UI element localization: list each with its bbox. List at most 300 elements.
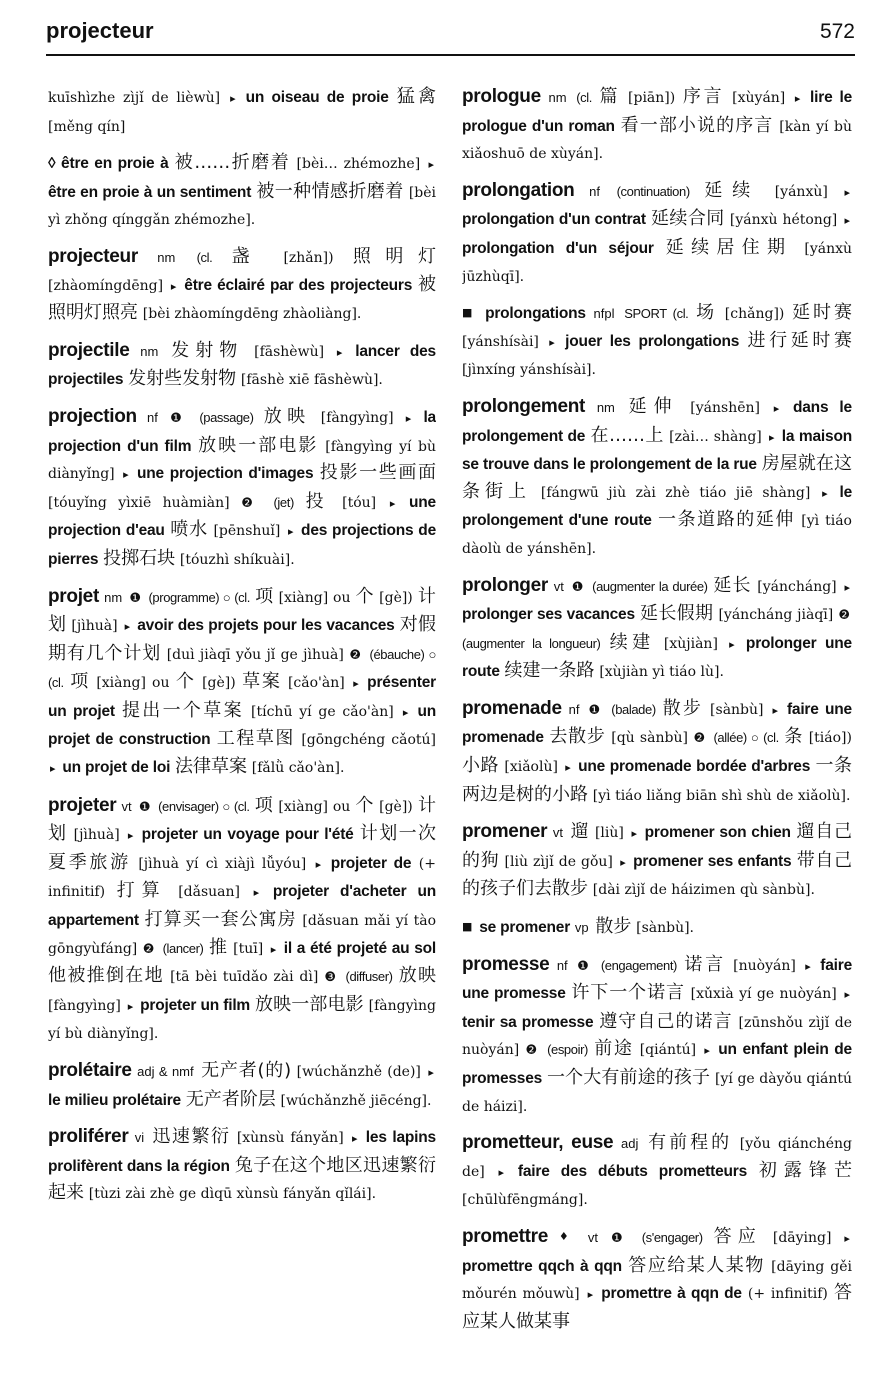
gloss: (passage)	[199, 409, 254, 425]
arrow-icon: ▸	[549, 335, 555, 349]
headword: prolongation	[462, 179, 575, 201]
chinese-translation: 被照明灯照亮	[48, 273, 436, 324]
example-phrase: promener son chien	[644, 824, 791, 842]
chinese-translation: 放映	[398, 965, 436, 987]
arrow-icon: ▸	[253, 886, 260, 900]
chinese-translation: 猛禽	[396, 86, 436, 107]
arrow-icon: ▸	[353, 677, 359, 691]
chinese-translation: 发射些发射物	[128, 368, 237, 390]
arrow-icon: ▸	[805, 959, 811, 973]
pinyin: [wúchǎnzhě jiēcéng].	[280, 1092, 432, 1109]
pinyin: [xǔxià yí ge nuòyán]	[690, 986, 837, 1003]
pinyin: [xiǎolù]	[504, 759, 558, 776]
arrow-icon: ▸	[270, 942, 277, 956]
pinyin: [xùjiàn yì tiáo lù].	[599, 664, 724, 681]
dictionary-entry	[462, 1130, 852, 1214]
example-phrase: promettre qqch à qqn	[462, 1257, 622, 1275]
pinyin: [yì tiáo liǎng biān shì shù de xiǎolù].	[592, 787, 851, 804]
chinese-translation: 计划一次夏季旅游	[48, 823, 436, 873]
dictionary-entry	[462, 300, 852, 384]
example-phrase: prolongation d'un contrat	[462, 211, 646, 229]
chinese-translation: 看一部小说的序言	[620, 114, 774, 136]
chinese-translation: 续建	[609, 631, 655, 653]
sense-number: ❶	[610, 1230, 629, 1246]
pinyin: [fángwū jiù zài zhè tiáo jiē shàng]	[540, 484, 811, 501]
arrow-icon: ▸	[844, 1231, 850, 1245]
pinyin: [nuòyán]	[733, 957, 796, 974]
example-phrase: se promener	[479, 919, 571, 937]
chinese-translation: 个	[355, 585, 374, 607]
chinese-translation: 进行延时赛	[747, 329, 852, 351]
chinese-translation: 喷水	[170, 519, 208, 541]
chinese-translation: 延续居住期	[665, 236, 793, 258]
gloss: (envisager) ○ (cl.	[158, 798, 250, 814]
headword: projection	[48, 405, 137, 427]
pinyin: [tuī]	[233, 940, 264, 957]
arrow-icon: ▸	[844, 214, 850, 228]
part-of-speech: adj	[621, 1136, 639, 1152]
header-rule	[46, 54, 855, 56]
chinese-translation: 延长	[713, 574, 752, 596]
example-phrase: tenir sa promesse	[462, 1013, 594, 1031]
part-of-speech: nm	[157, 249, 176, 265]
pinyin: [tóuyǐng yìxiē huàmiàn]	[48, 494, 230, 511]
pinyin: [fāshèwù]	[254, 343, 325, 360]
pinyin: [yáncháng jiàqī]	[718, 607, 834, 624]
pinyin: [sànbù]	[710, 701, 764, 718]
chinese-translation: 放映	[263, 405, 311, 427]
dictionary-entry	[48, 1124, 436, 1208]
sub-entry-marker: ■	[462, 920, 473, 934]
chinese-translation: 提出一个草案	[121, 699, 244, 721]
example-phrase: projeter un film	[140, 996, 251, 1014]
pinyin: [zài… shàng]	[669, 428, 762, 445]
dictionary-entry	[48, 1058, 436, 1114]
part-of-speech: nm	[140, 343, 159, 359]
arrow-icon: ▸	[336, 345, 343, 359]
example-phrase: dans le prolongement de	[462, 398, 852, 445]
pinyin: [fǎlǜ cǎo'àn].	[251, 760, 345, 777]
arrow-icon: ▸	[405, 411, 412, 425]
sense-number: ❸	[324, 970, 338, 986]
pinyin: [yánshēn]	[690, 399, 760, 416]
example-phrase: les lapins prolifèrent dans la région	[48, 1129, 436, 1175]
sense-number: ❶	[170, 410, 188, 426]
pinyin: [liù]	[594, 825, 624, 842]
pinyin: (+ infinitif)	[747, 1286, 828, 1303]
pinyin: [dǎsuan]	[178, 884, 240, 901]
chinese-translation: 打算买一套公寓房	[144, 909, 297, 931]
dictionary-entry	[462, 394, 852, 563]
pinyin: [fàngyìng yí bù diànyǐng]	[48, 438, 436, 483]
pinyin: [jìhuà]	[71, 618, 118, 635]
gloss: (engagement)	[600, 957, 677, 973]
arrow-icon: ▸	[127, 829, 134, 843]
part-of-speech: vt	[552, 825, 563, 841]
sense-number: ❷	[693, 731, 706, 747]
chinese-translation: 投掷石块	[103, 547, 176, 569]
pinyin: [pēnshuǐ]	[213, 523, 281, 540]
pinyin: [zūnshǒu zìjǐ de nuòyán]	[462, 1014, 852, 1059]
pinyin: [zhàomíngdēng]	[48, 277, 164, 294]
dictionary-entry	[462, 573, 852, 686]
pinyin: [gè])	[379, 589, 413, 606]
chinese-translation: 一个大有前途的孩子	[546, 1067, 711, 1088]
gloss: (balade)	[611, 701, 656, 717]
pinyin: [xiàng] ou	[96, 675, 170, 692]
arrow-icon: ▸	[127, 999, 134, 1013]
example-phrase: être en proie à un sentiment	[48, 183, 252, 201]
sense-number: ❶	[571, 579, 585, 595]
example-phrase: présenter un projet	[48, 674, 436, 720]
part-of-speech: nfpl	[593, 306, 615, 322]
arrow-icon: ▸	[620, 855, 626, 869]
chinese-translation: 一条道路的延伸	[658, 509, 795, 531]
example-phrase: promener ses enfants	[633, 852, 792, 870]
arrow-icon: ▸	[124, 620, 131, 634]
dictionary-entry	[48, 150, 436, 234]
arrow-icon: ▸	[631, 827, 637, 841]
example-phrase: promettre à qqn de	[601, 1285, 742, 1303]
gloss: (augmenter la longueur)	[462, 635, 601, 651]
arrow-icon: ▸	[844, 580, 850, 594]
example-phrase: prolongations	[485, 305, 586, 323]
part-of-speech: vt	[121, 798, 132, 814]
chinese-translation: 无产者阶层	[185, 1088, 276, 1110]
chinese-translation: 个	[355, 794, 374, 816]
pinyin: [tóuzhì shíkuài].	[179, 551, 295, 568]
part-of-speech: nm	[548, 90, 567, 105]
arrow-icon: ▸	[50, 762, 56, 776]
example-phrase: prolonger ses vacances	[462, 606, 635, 624]
example-phrase: le milieu prolétaire	[48, 1091, 181, 1109]
chinese-translation: 照明灯	[352, 245, 436, 267]
headword: prolongement	[462, 395, 586, 417]
gloss: (augmenter la durée)	[592, 578, 708, 594]
headword: prometteur, euse	[462, 1132, 614, 1154]
pinyin: [xùjiàn]	[663, 635, 718, 652]
example-phrase: faire une promenade	[462, 700, 852, 747]
pinyin: [xiàng] ou	[278, 589, 351, 606]
pinyin: [yánxù jūzhùqī].	[462, 240, 852, 285]
sense-number: ❷	[349, 647, 362, 663]
pinyin: (+ infinitif)	[48, 855, 436, 901]
pinyin: [fāshè xiē fāshèwù].	[240, 372, 383, 389]
headword: prolétaire	[48, 1060, 132, 1081]
arrow-icon: ▸	[769, 430, 775, 444]
pinyin: [bèi… zhémozhe]	[296, 156, 421, 173]
chinese-translation: 被一种情感折磨着	[256, 180, 404, 202]
left-column	[48, 84, 436, 1367]
example-phrase: projeter de	[330, 854, 412, 872]
gloss: SPORT (cl.	[624, 306, 689, 322]
chinese-translation: 打算	[116, 880, 167, 902]
pinyin: [yí ge dàyǒu qiántú de háizi].	[462, 1071, 852, 1115]
chinese-translation: 个	[175, 671, 196, 693]
pinyin: [sànbù].	[636, 920, 695, 937]
chinese-translation: 推	[208, 936, 228, 958]
arrow-icon: ▸	[704, 1044, 710, 1058]
arrow-icon: ▸	[772, 703, 778, 717]
right-column	[462, 84, 852, 1367]
chinese-translation: 场	[696, 302, 718, 324]
chinese-translation: 遛	[570, 821, 590, 843]
chinese-translation: 散步	[595, 916, 632, 938]
chinese-translation: 项	[70, 671, 90, 693]
part-of-speech: nf	[556, 957, 568, 973]
chinese-translation: 延长假期	[640, 603, 714, 625]
gloss: (espoir)	[547, 1042, 588, 1058]
example-phrase: avoir des projets pour les vacances	[137, 617, 395, 635]
chinese-translation: 前途	[594, 1038, 634, 1060]
chinese-translation: 诺言	[684, 953, 726, 975]
arrow-icon: ▸	[773, 401, 780, 415]
dictionary-entry	[462, 914, 852, 942]
arrow-icon: ▸	[230, 92, 236, 105]
arrow-icon: ▸	[389, 496, 396, 510]
pinyin: [xiàng] ou	[278, 798, 351, 815]
example-phrase: projeter un voyage pour l'été	[141, 826, 354, 844]
example-phrase: prolonger une route	[462, 634, 852, 681]
pinyin: [qiántú]	[639, 1042, 697, 1059]
gloss: (cl.	[196, 249, 213, 265]
pinyin: [tóu]	[342, 494, 377, 511]
sense-number: ❷	[525, 1043, 539, 1059]
arrow-icon: ▸	[822, 486, 828, 500]
example-phrase: projeter d'acheter un appartement	[48, 883, 436, 930]
pinyin: [xùyán]	[732, 90, 786, 106]
sub-entry-marker: ♦	[558, 1229, 575, 1243]
example-phrase: lancer des projectiles	[48, 342, 436, 389]
chinese-translation: 计划	[48, 585, 436, 636]
pinyin: [xùnsù fányǎn]	[236, 1130, 344, 1147]
example-phrase: être éclairé par des projecteurs	[184, 276, 413, 294]
dictionary-entry	[48, 338, 436, 394]
example-phrase: il a été projeté au sol	[283, 939, 436, 957]
chinese-translation: 延续	[704, 179, 761, 201]
sense-number: ❶	[129, 590, 142, 606]
arrow-icon: ▸	[498, 1165, 505, 1179]
sense-number: ❶	[588, 702, 603, 718]
headword: projectile	[48, 339, 130, 361]
chinese-translation: 延续合同	[651, 208, 725, 230]
chinese-translation: 兔子在这个地区迅速繁衍起来	[48, 1154, 436, 1204]
pinyin: [gè])	[379, 798, 413, 815]
pinyin: [zhǎn])	[283, 249, 334, 266]
part-of-speech: nm	[104, 589, 123, 605]
example-phrase: une promenade bordée d'arbres	[578, 758, 811, 776]
example-phrase: une projection d'eau	[48, 493, 436, 540]
chinese-translation: 小路	[462, 755, 500, 777]
gloss: (ébauche) ○ (cl.	[48, 646, 436, 691]
chinese-translation: 项	[255, 585, 274, 607]
sense-number: ❷	[142, 941, 156, 957]
arrow-icon: ▸	[565, 761, 571, 775]
chinese-translation: 他被推倒在地	[48, 965, 164, 987]
chinese-translation: 在……上	[590, 424, 664, 446]
gloss: (lancer)	[162, 940, 204, 956]
pinyin: [dāying]	[772, 1229, 832, 1246]
page-number: 572	[819, 20, 855, 43]
dictionary-entry	[462, 84, 852, 168]
arrow-icon: ▸	[315, 857, 322, 871]
page-header	[46, 12, 855, 52]
pinyin: [piān])	[628, 90, 676, 106]
pinyin: [duì jiàqī yǒu jǐ ge jìhuà]	[166, 646, 344, 663]
gloss: (continuation)	[616, 183, 690, 199]
gloss: (diffuser)	[345, 969, 393, 985]
example-phrase: un projet de loi	[62, 759, 171, 777]
chinese-translation: 延伸	[628, 395, 679, 417]
pinyin: [yáncháng]	[757, 578, 837, 595]
example-phrase: une projection d'images	[137, 465, 314, 483]
dictionary-entry	[48, 244, 436, 328]
chinese-translation: 项	[254, 794, 274, 816]
arrow-icon: ▸	[351, 1132, 358, 1146]
part-of-speech: adj & nmf	[137, 1064, 194, 1079]
chinese-translation: 无产者(的)	[201, 1060, 292, 1081]
example-phrase: le prolongement d'une route	[462, 483, 852, 530]
dictionary-entry	[462, 819, 852, 904]
running-headword: projecteur	[46, 18, 154, 43]
chinese-translation: 带自己的孩子们去散步	[462, 849, 852, 900]
chinese-translation: 续建一条路	[504, 660, 595, 682]
example-phrase: la maison se trouve dans le prolongement de la rue	[462, 427, 852, 474]
arrow-icon: ▸	[402, 705, 409, 719]
pinyin: [dāying gěi mǒurén mǒuwù]	[462, 1258, 852, 1303]
part-of-speech: nf	[568, 701, 580, 717]
chinese-translation: 遛自己的狗	[462, 821, 852, 871]
chinese-translation: 散步	[662, 697, 704, 719]
headword: projet	[48, 585, 99, 607]
pinyin: [qù sànbù]	[611, 730, 688, 747]
arrow-icon: ▸	[170, 279, 177, 293]
chinese-translation: 答应给某人某物	[628, 1254, 765, 1276]
chinese-translation: 去散步	[549, 726, 606, 748]
chinese-translation: 一条两边是树的小路	[462, 755, 852, 805]
pinyin: [yánshísài]	[462, 333, 539, 350]
part-of-speech: vt	[553, 578, 564, 594]
sense-number: ❷	[241, 495, 260, 511]
chinese-translation: 篇	[599, 86, 621, 107]
pinyin: [tùzi zài zhè ge dìqū xùnsù fányǎn qǐlái].	[88, 1186, 377, 1203]
chinese-translation: 计划	[48, 794, 436, 845]
example-phrase: lire le prologue d'un roman	[462, 89, 852, 135]
pinyin: [kàn yí bù xiǎoshuō de xùyán].	[462, 118, 852, 163]
headword: proliférer	[48, 1126, 129, 1148]
part-of-speech: nm	[596, 399, 615, 415]
chinese-translation: 许下一个诺言	[571, 982, 685, 1004]
chinese-translation: 投影一些画面	[319, 462, 436, 484]
chinese-translation: 法律草案	[174, 756, 247, 778]
chinese-translation: 发射物	[171, 339, 244, 361]
dictionary-entry	[462, 178, 852, 290]
chinese-translation: 初露锋芒	[758, 1159, 852, 1181]
pinyin: [dài zìjǐ de háizimen qù sànbù].	[592, 882, 815, 899]
example-phrase: des projections de pierres	[48, 522, 436, 568]
pinyin: [měng qín]	[48, 118, 126, 135]
pinyin: [jìhuà yí cì xiàjì lǚyóu]	[138, 855, 307, 872]
example-phrase: un oiseau de proie	[245, 89, 389, 106]
chinese-translation: 延时赛	[792, 302, 852, 324]
pinyin: [gè])	[202, 675, 236, 692]
example-phrase: un projet de construction	[48, 702, 436, 749]
chinese-translation: 条	[784, 726, 804, 748]
pinyin: [jìhuà]	[73, 827, 120, 844]
chinese-translation: 迅速繁衍	[152, 1126, 231, 1148]
chinese-translation: 投	[305, 490, 331, 512]
chinese-translation: 放映一部电影	[254, 993, 364, 1015]
headword: projeter	[48, 794, 117, 816]
example-phrase: prolongation d'un séjour	[462, 239, 654, 257]
part-of-speech: nf	[147, 409, 158, 425]
sense-number: ❶	[138, 799, 151, 815]
chinese-translation: 房屋就在这条街上	[462, 453, 852, 502]
pinyin: [bèi yì zhǒng qínggǎn zhémozhe].	[48, 184, 436, 229]
sense-number: ❶	[577, 958, 592, 974]
part-of-speech: vp	[574, 920, 589, 936]
pinyin: [chūlùfēngmáng].	[462, 1192, 588, 1209]
chinese-translation: 有前程的	[648, 1132, 733, 1154]
pinyin: kuīshìzhe zìjǐ de lièwù]	[48, 90, 221, 106]
dictionary-entry	[48, 404, 436, 574]
pinyin: [jìnxíng yánshísài].	[462, 362, 596, 379]
headword: promettre	[462, 1225, 548, 1247]
pinyin: [yì tiáo dàolù de yánshēn].	[462, 513, 852, 557]
dictionary-entry	[48, 584, 436, 783]
arrow-icon: ▸	[794, 92, 801, 105]
pinyin: [cǎo'àn]	[287, 675, 345, 692]
pinyin: [fàngyìng]	[48, 997, 121, 1014]
arrow-icon: ▸	[428, 1066, 434, 1079]
pinyin: [yánxù hétong]	[729, 212, 838, 229]
pinyin: [fàngyìng]	[320, 409, 394, 426]
pinyin: [dǎsuan mǎi yí tào gōngyùfáng]	[48, 913, 436, 957]
sub-entry-marker: ■	[462, 306, 476, 320]
dictionary-entry	[462, 952, 852, 1121]
chinese-translation: 答应某人做某事	[462, 1282, 852, 1332]
chinese-translation: 盏	[231, 245, 265, 267]
pinyin: [tíchū yí ge cǎo'àn]	[251, 703, 394, 720]
pinyin: [fàngyìng yí bù diànyǐng].	[48, 997, 436, 1043]
arrow-icon: ▸	[123, 468, 129, 482]
sense-number: ❷	[838, 608, 850, 624]
pinyin: [bèi zhàomíngdēng zhàoliàng].	[142, 306, 362, 323]
dictionary-entry	[462, 1224, 852, 1335]
pinyin: [tiáo])	[808, 730, 852, 747]
headword: promenade	[462, 697, 562, 719]
headword: promener	[462, 821, 548, 843]
example-phrase: faire une promesse	[462, 956, 852, 1003]
chinese-translation: 序言	[682, 86, 725, 107]
dictionary-entry	[48, 84, 436, 140]
part-of-speech: vi	[134, 1130, 145, 1146]
arrow-icon: ▸	[287, 525, 294, 539]
arrow-icon: ▸	[587, 1288, 594, 1302]
headword: projecteur	[48, 245, 138, 267]
arrow-icon: ▸	[428, 158, 434, 172]
arrow-icon: ▸	[844, 185, 850, 199]
example-phrase: un enfant plein de promesses	[462, 1041, 852, 1087]
headword: prolonger	[462, 574, 548, 596]
example-phrase: faire des débuts prometteurs	[517, 1162, 748, 1180]
example-phrase: la projection d'un film	[48, 408, 436, 455]
example-phrase: jouer les prolongations	[565, 332, 740, 350]
arrow-icon: ▸	[729, 637, 735, 651]
dictionary-entry	[462, 696, 852, 809]
headword: prologue	[462, 86, 541, 107]
gloss: (s'engager)	[641, 1229, 703, 1245]
